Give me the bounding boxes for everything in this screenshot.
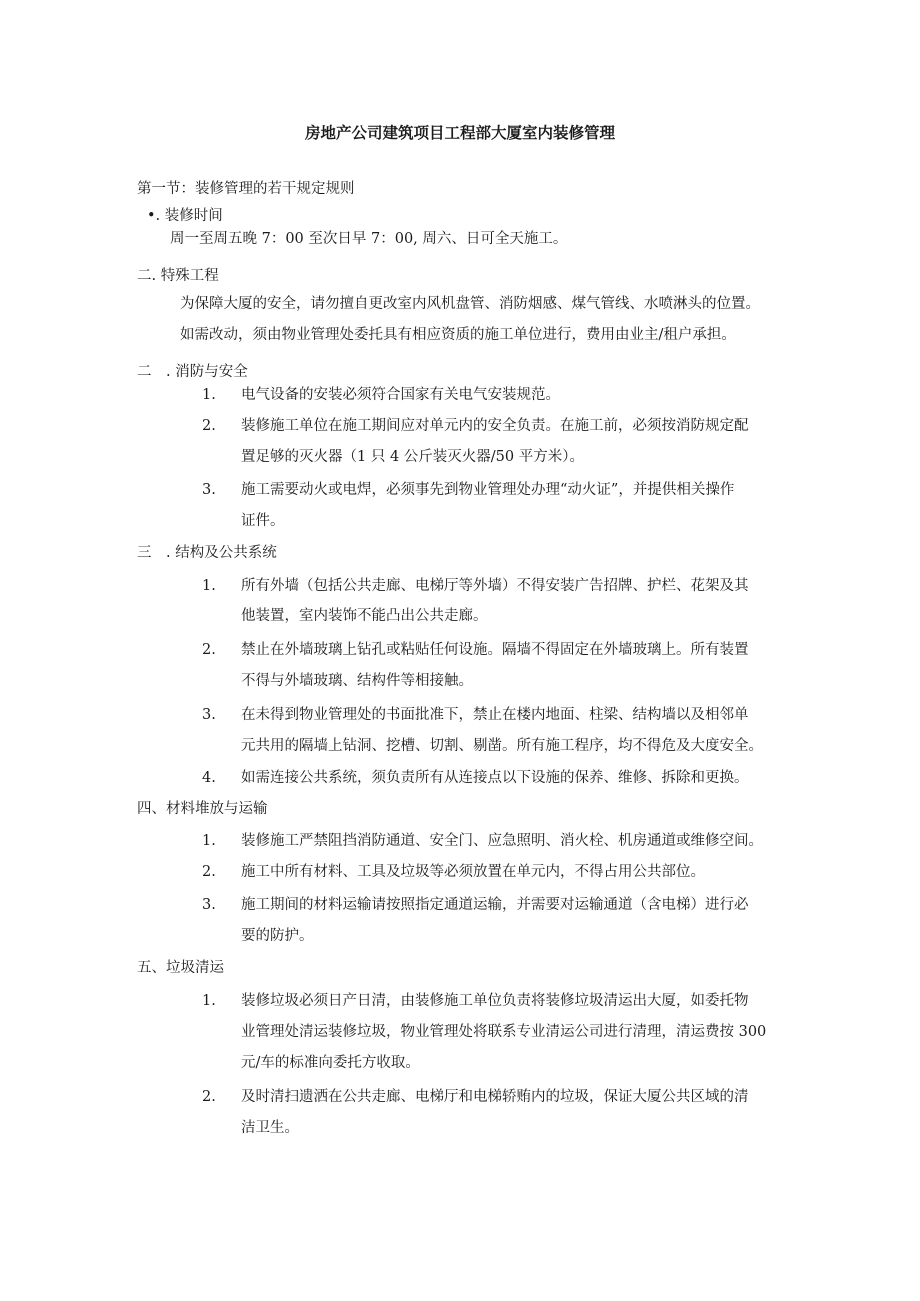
document-title: 房地产公司建筑项目工程部大厦室内装修管理	[305, 123, 616, 142]
list-item-text: 如需连接公共系统，须负责所有从连接点以下设施的保养、维修、拆除和更换。	[241, 770, 749, 786]
list-number: 2.	[202, 864, 216, 880]
list-number: 1.	[202, 387, 216, 403]
list-number: 3.	[202, 482, 216, 498]
list-item-text: 装修施工严禁阻挡消防通道、安全门、应急照明、消火栓、机房通道或维修空间。	[241, 833, 763, 849]
list-number: 4.	[202, 770, 216, 786]
paragraph: 周一至周五晚 7：00 至次日早 7：00, 周六、日可全天施工。	[170, 231, 568, 247]
list-number: 2.	[202, 642, 216, 658]
list-number: 1.	[202, 578, 216, 594]
list-item-text: 业管理处清运装修垃圾，物业管理处将联系专业清运公司进行清理，清运费按 300	[241, 1024, 767, 1040]
list-item-text: 电气设备的安装必须符合国家有关电气安装规范。	[241, 387, 560, 403]
list-item-text: 禁止在外墙玻璃上钻孔或粘贴任何设施。隔墙不得固定在外墙玻璃上。所有装置	[241, 642, 749, 658]
list-item-text: 及时清扫遗洒在公共走廊、电梯厅和电梯轿贿内的垃圾，保证大厦公共区域的清	[241, 1089, 749, 1105]
list-item-text: 元/车的标准向委托方收取。	[241, 1055, 420, 1071]
section-heading: 二 . 消防与安全	[137, 364, 248, 380]
paragraph: 如需改动，须由物业管理处委托具有相应资质的施工单位进行，费用由业主/租户承担。	[180, 327, 736, 343]
list-item-text: 不得与外墙玻璃、结构件等相接触。	[241, 673, 473, 689]
list-number: 3.	[202, 897, 216, 913]
list-number: 3.	[202, 707, 216, 723]
section-heading: 四、材料堆放与运输	[137, 801, 268, 817]
list-item-text: 元共用的隔墙上钻洞、挖槽、切割、剔凿。所有施工程序，均不得危及大度安全。	[241, 738, 763, 754]
list-number: 1.	[202, 993, 216, 1009]
list-number: 1.	[202, 833, 216, 849]
list-item-text: 装修施工单位在施工期间应对单元内的安全负责。在施工前，必须按消防规定配	[241, 418, 749, 434]
list-item-text: 施工需要动火或电焊，必须事先到物业管理处办理“动火证”，并提供相关操作	[241, 482, 735, 498]
list-item-text: 施工期间的材料运输请按照指定通道运输，并需要对运输通道（含电梯）进行必	[241, 897, 749, 913]
list-item-text: 施工中所有材料、工具及垃圾等必须放置在单元内，不得占用公共部位。	[241, 864, 705, 880]
list-item-text: 在未得到物业管理处的书面批准下，禁止在楼内地面、柱梁、结构墙以及相邻单	[241, 707, 749, 723]
bullet-heading: •. 装修时间	[147, 208, 223, 224]
list-number: 2.	[202, 1089, 216, 1105]
list-item-text: 要的防护。	[241, 928, 314, 944]
section-heading: 五、垃圾清运	[137, 960, 224, 976]
list-item-text: 所有外墙（包括公共走廊、电梯厅等外墙）不得安装广告招牌、护栏、花架及其	[241, 578, 749, 594]
section-heading: 第一节：装修管理的若干规定规则	[137, 181, 355, 197]
list-item-text: 装修垃圾必须日产日清，由装修施工单位负责将装修垃圾清运出大厦，如委托物	[241, 993, 749, 1009]
section-heading: 三 . 结构及公共系统	[137, 545, 277, 561]
list-item-text: 洁卫生。	[241, 1120, 299, 1136]
list-item-text: 证件。	[241, 513, 285, 529]
section-heading: 二. 特殊工程	[137, 268, 219, 284]
list-number: 2.	[202, 418, 216, 434]
paragraph: 为保障大厦的安全，请勿擅自更改室内风机盘管、消防烟感、煤气管线、水喷淋头的位置。	[180, 296, 760, 312]
list-item-text: 他装置，室内装饰不能凸出公共走廊。	[241, 608, 488, 624]
list-item-text: 置足够的灭火器（1 只 4 公斤装灭火器/50 平方米）。	[241, 449, 584, 465]
